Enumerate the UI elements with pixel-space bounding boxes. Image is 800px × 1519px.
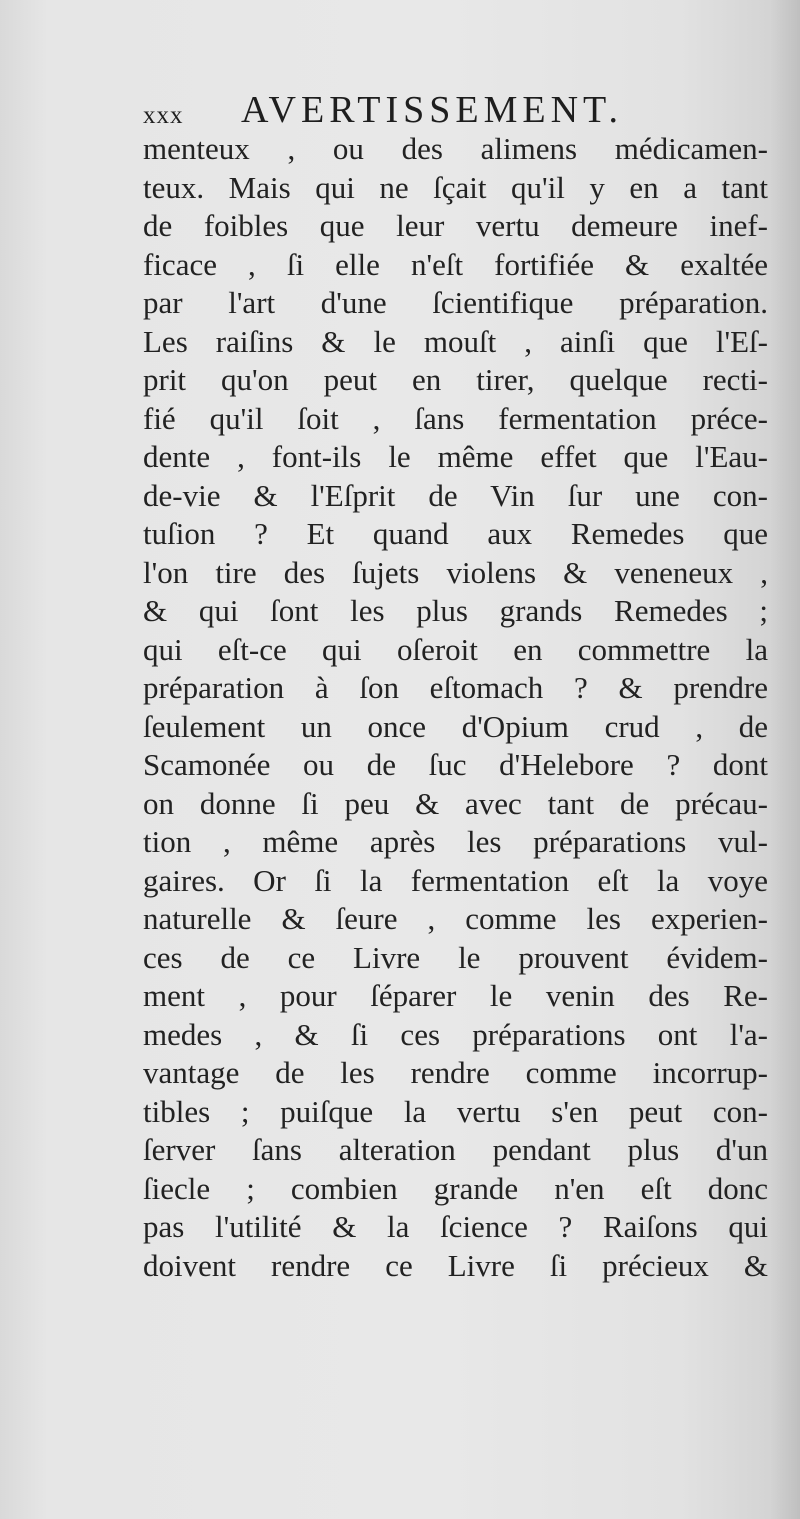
text-line: doivent rendre ce Livre ſi précieux & [143,1247,768,1283]
text-line: Les raiſins & le mouſt , ainſi que l'Eſ- [143,323,768,359]
text-line: de-vie & l'Eſprit de Vin ſur une con- [143,477,768,513]
page-header [143,88,703,134]
text-line: menteux , ou des alimens médicamen- [143,131,768,166]
text-line: ſiecle ; combien grande n'en eſt donc [143,1170,768,1206]
text-line: ſerver ſans alteration pendant plus d'un [143,1132,768,1167]
text-line: & qui ſont les plus grands Remedes ; [143,593,768,628]
text-line: tuſion ? Et quand aux Remedes que [143,516,768,551]
text-line: pas l'utilité & la ſcience ? Raiſons qui [143,1209,768,1244]
text-line: prit qu'on peut en tirer, quelque recti- [143,362,768,397]
text-line: l'on tire des ſujets violens & veneneux , [143,554,768,590]
text-line: préparation à ſon eſtomach ? & prendre [143,670,768,705]
body-text [143,130,768,1285]
text-line: ment , pour ſéparer le venin des Re- [143,978,768,1013]
text-line: fié qu'il ſoit , ſans fermentation préce- [143,400,768,436]
text-line: ſeulement un once d'Opium crud , de [143,708,768,744]
text-line: tibles ; puiſque la vertu s'en peut con- [143,1093,768,1129]
text-line: ces de ce Livre le prouvent évidem- [143,939,768,975]
text-line: Scamonée ou de ſuc d'Helebore ? dont [143,747,768,782]
text-line: dente , font-ils le même effet que l'Eau- [143,439,768,474]
text-line: gaires. Or ſi la fermentation eſt la voye [143,862,768,898]
text-line: ficace , ſi elle n'eſt fortifiée & exaltée [143,246,768,282]
text-line: tion , même après les préparations vul- [143,824,768,859]
page-number: xxx [143,102,184,129]
text-line: vantage de les rendre comme incorrup- [143,1055,768,1090]
text-line: teux. Mais qui ne ſçait qu'il y en a tant [143,169,768,205]
text-line: par l'art d'une ſcientifique préparation. [143,285,768,320]
text-line: qui eſt-ce qui oſeroit en commettre la [143,631,768,667]
text-line: on donne ſi peu & avec tant de précau- [143,785,768,821]
text-line: naturelle & ſeure , comme les experien- [143,901,768,936]
text-line: de foibles que leur vertu demeure inef- [143,208,768,243]
running-title: AVERTISSEMENT. [241,89,623,131]
text-line: medes , & ſi ces préparations ont l'a- [143,1016,768,1052]
